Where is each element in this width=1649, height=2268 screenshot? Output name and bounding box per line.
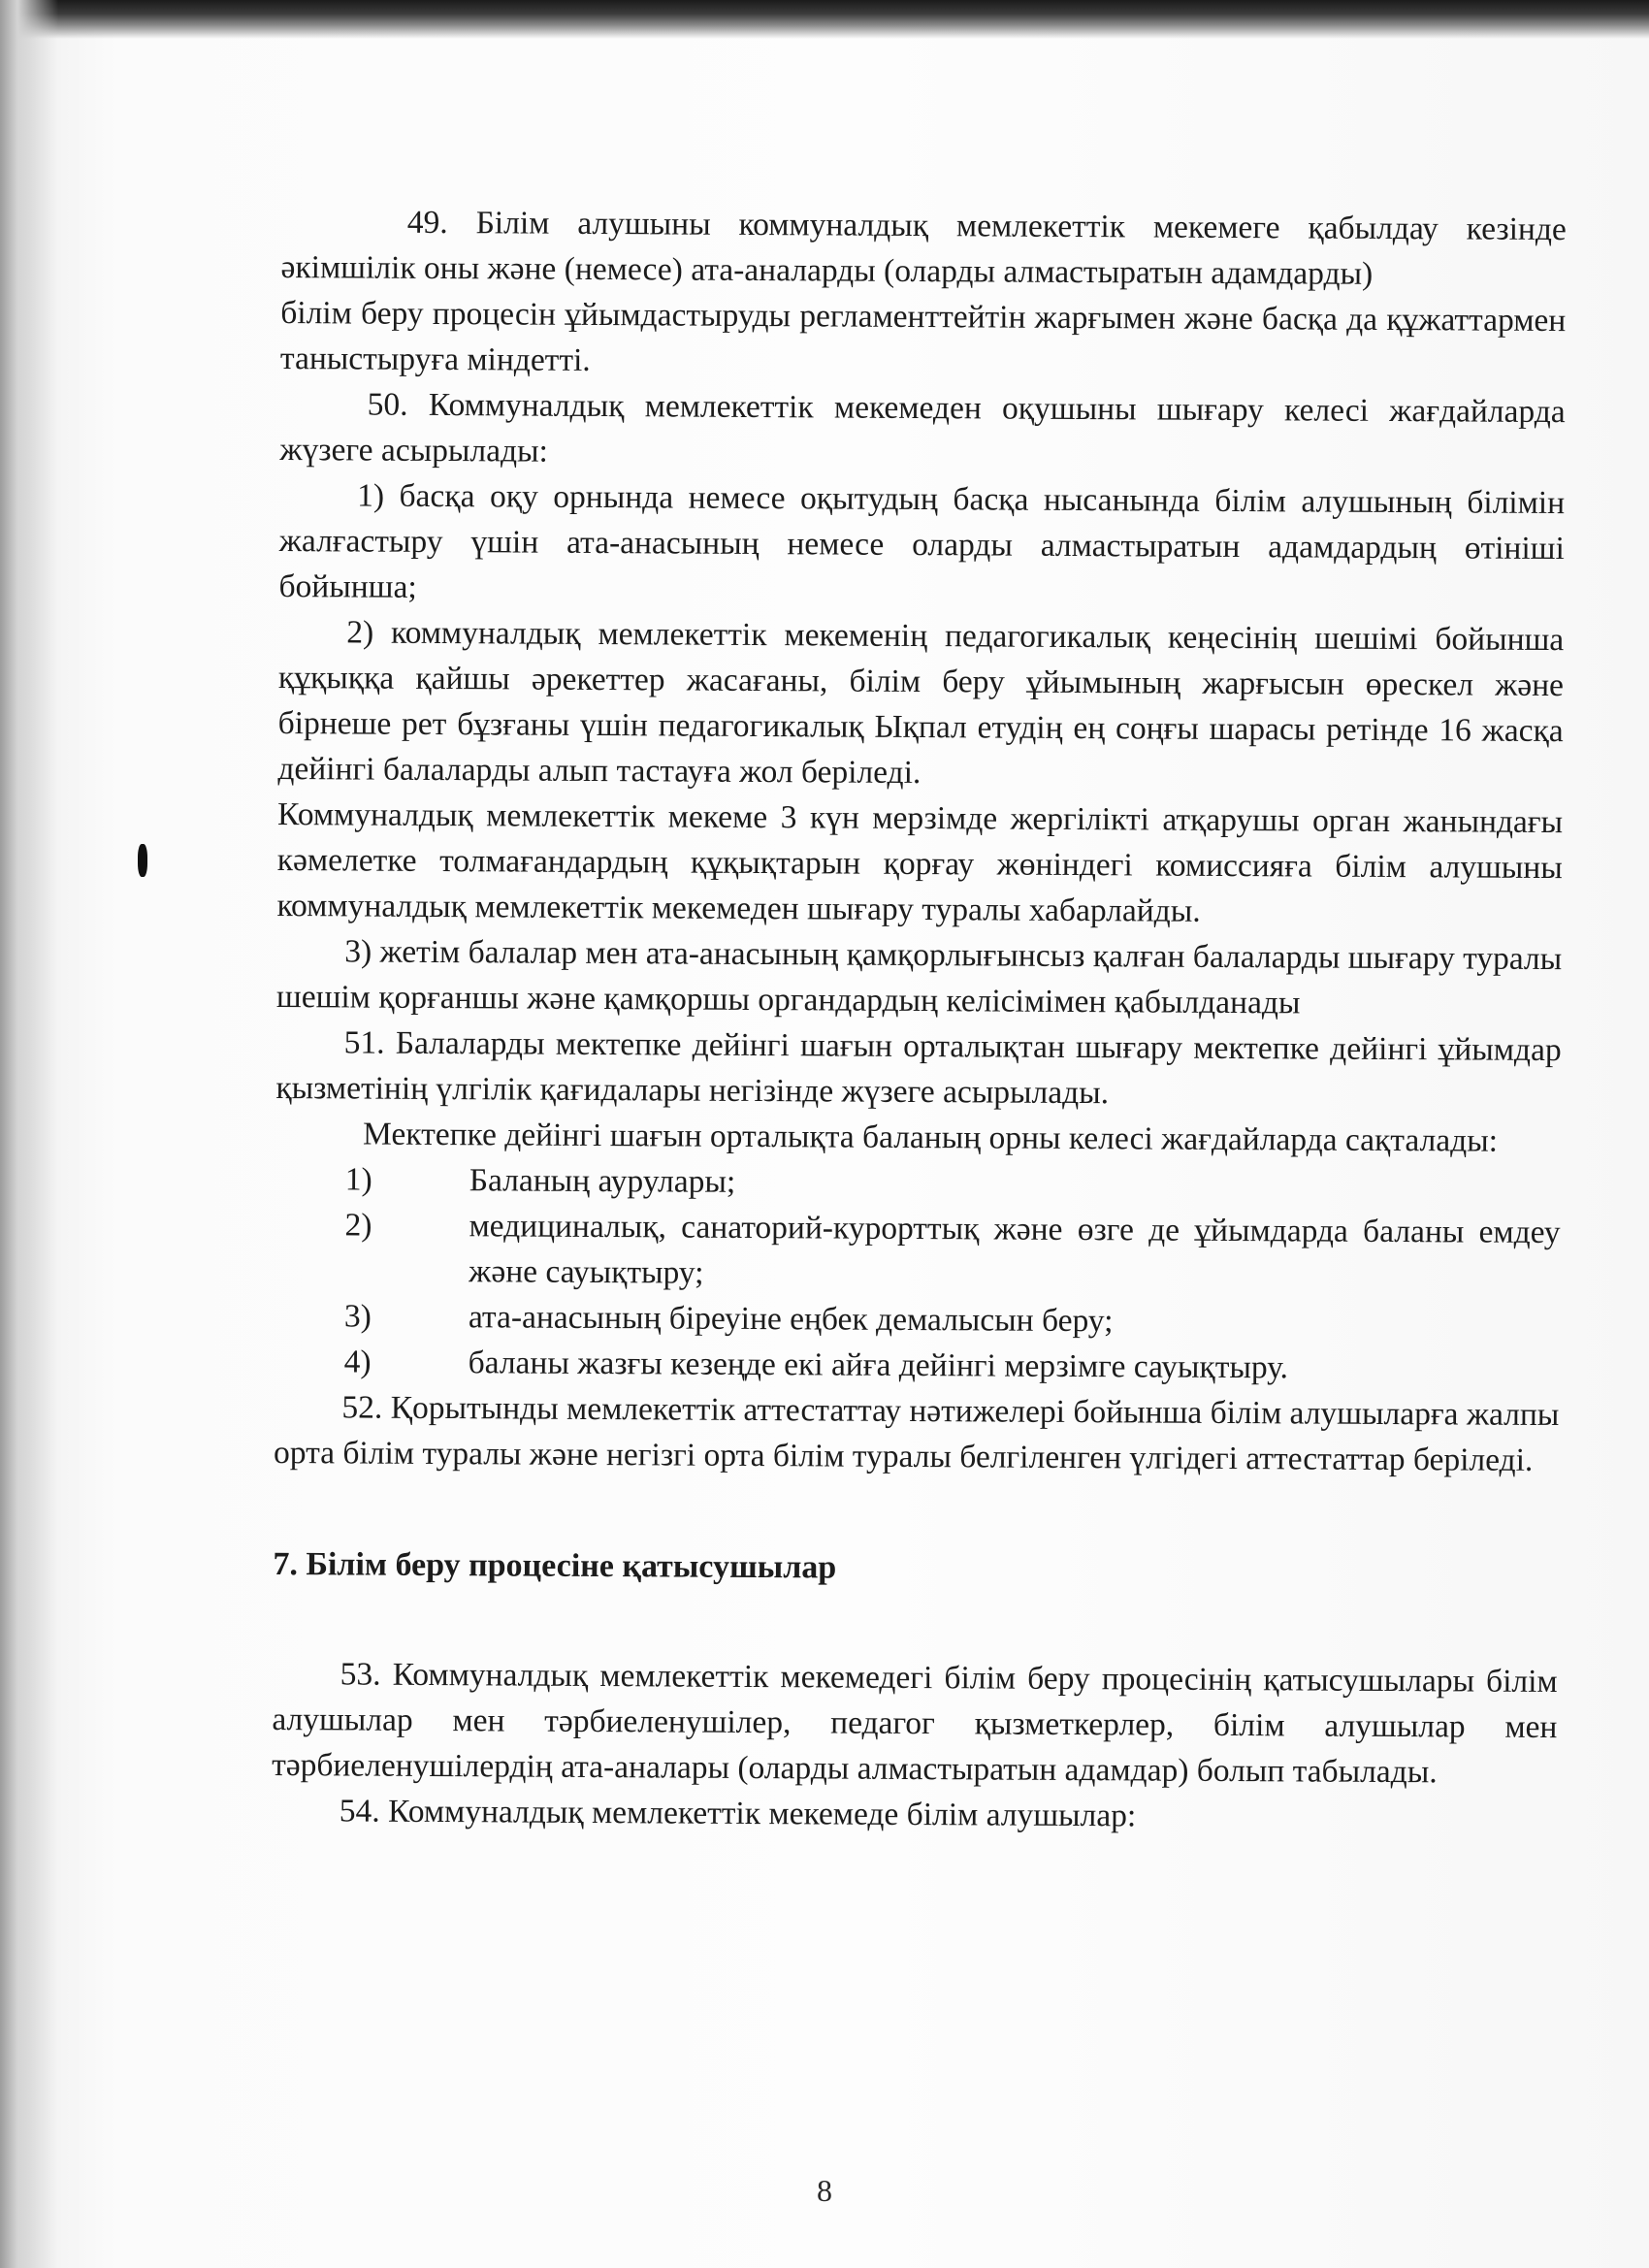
paragraph-51-conditions: Мектепке дейінгі шағын орталықта баланың орны келесі жағдайларда сақталады: [362, 1116, 1499, 1159]
scan-speck [138, 844, 147, 877]
list-item [275, 1293, 1560, 1346]
list-item [275, 1202, 1561, 1301]
paragraph-53: 53. Коммуналдық мемлекеттік мекемедегі білім беру процесінің қатысушылары білім алушылар мен тәрбиеленушілер, педагог қызметкерлер, білім алушылар мен тәрбиеленушілердің ата-аналары (оларды алмастыратын адамдар) болып табылады. [272, 1656, 1558, 1791]
paragraph-51: 51. Балаларды мектепке дейінгі шағын орталықтан шығару мектепке дейінгі ұйымдар қызметінің үлгілік қағидалары негізінде жүзеге асырылады. [275, 1024, 1562, 1112]
list-item-number: 2) [344, 1207, 372, 1244]
paragraph-50: 50. Коммуналдық мемлекеттік мекемеден оқушыны шығару келесі жағдайларда жүзеге асырылады: [279, 386, 1566, 470]
paragraph-49: 49. Білім алушыны коммуналдық мемлекеттік мекемеге қабылдау кезінде әкімшілік оны және (немесе) ата-аналарды (оларды алмастыратын адамдарды) [280, 204, 1567, 292]
list-item-text: баланы жазғы кезеңде екі айға дейінгі мерзімге сауықтыру. [468, 1345, 1289, 1386]
list-item [275, 1339, 1560, 1392]
list-item-number: 4) [343, 1344, 372, 1380]
document-body [272, 199, 1567, 1841]
list-item-text: Баланың аурулары; [469, 1162, 736, 1200]
list-item [275, 1156, 1561, 1210]
paragraph-49-continued: білім беру процесін ұйымдастыруды регламенттейтін жарғымен және басқа да құжаттармен таныстыруға міндетті. [279, 294, 1567, 378]
list-item-text: ата-анасының біреуіне еңбек демалысын беру; [468, 1299, 1114, 1340]
paragraph-50-notification: Коммуналдық мемлекеттік мекеме 3 күн мерзімде жергілікті атқарушы орган жанындағы кәмелетке толмағандардың құқықтарын қорғау жөніндегі комиссияға білім алушыны коммуналдық мемлекеттік мекемеден шығару туралы хабарлайды. [276, 795, 1564, 929]
paragraph-54: 54. Коммуналдық мемлекеттік мекемеде білім алушылар: [339, 1793, 1137, 1834]
page-number: 8 [817, 2173, 832, 2208]
list-item-number: 3) [343, 1298, 372, 1335]
list-item-text: медициналық, санаторий-курорттық және өзге де ұйымдарда баланы емдеу және сауықтыру; [469, 1208, 1561, 1291]
list-item-number: 1) [344, 1161, 372, 1198]
scan-top-shadow [0, 0, 1649, 39]
paragraph-50-item-1: 1) басқа оқу орнында немесе оқытудың басқа нысанында білім алушының білімін жалғастыру үшін ата-анасының немесе оларды алмастыратын адамдардың өтініші бойынша; [278, 477, 1566, 605]
paragraph-50-item-2: 2) коммуналдық мемлекеттік мекеменің педагогикалық кеңесінің шешімі бойынша құқыққа қайшы әрекеттер жасағаны, білім беру ұйымының жарғысын өрескел және бірнеше рет бұзғаны үшін педагогикалық Ықпал етудің ең соңғы шарасы ретінде 16 жасқа дейінгі балаларды алып тастауға жол беріледі. [277, 614, 1565, 792]
paragraph-50-item-3: 3) жетім балалар мен ата-анасының қамқорлығынсыз қалған балаларды шығару туралы шешім қорғаншы және қамқоршы органдардың келісімімен қабылданады [275, 933, 1563, 1021]
paragraph-52: 52. Қорытынды мемлекеттік аттестаттау нәтижелері бойынша білім алушыларға жалпы орта білім туралы және негізгі орта білім туралы белгіленген үлгідегі аттестаттар беріледі. [273, 1389, 1560, 1478]
scan-binding-shadow [0, 0, 58, 2268]
section-heading: 7. Білім беру процесіне қатысушылар [273, 1545, 837, 1586]
